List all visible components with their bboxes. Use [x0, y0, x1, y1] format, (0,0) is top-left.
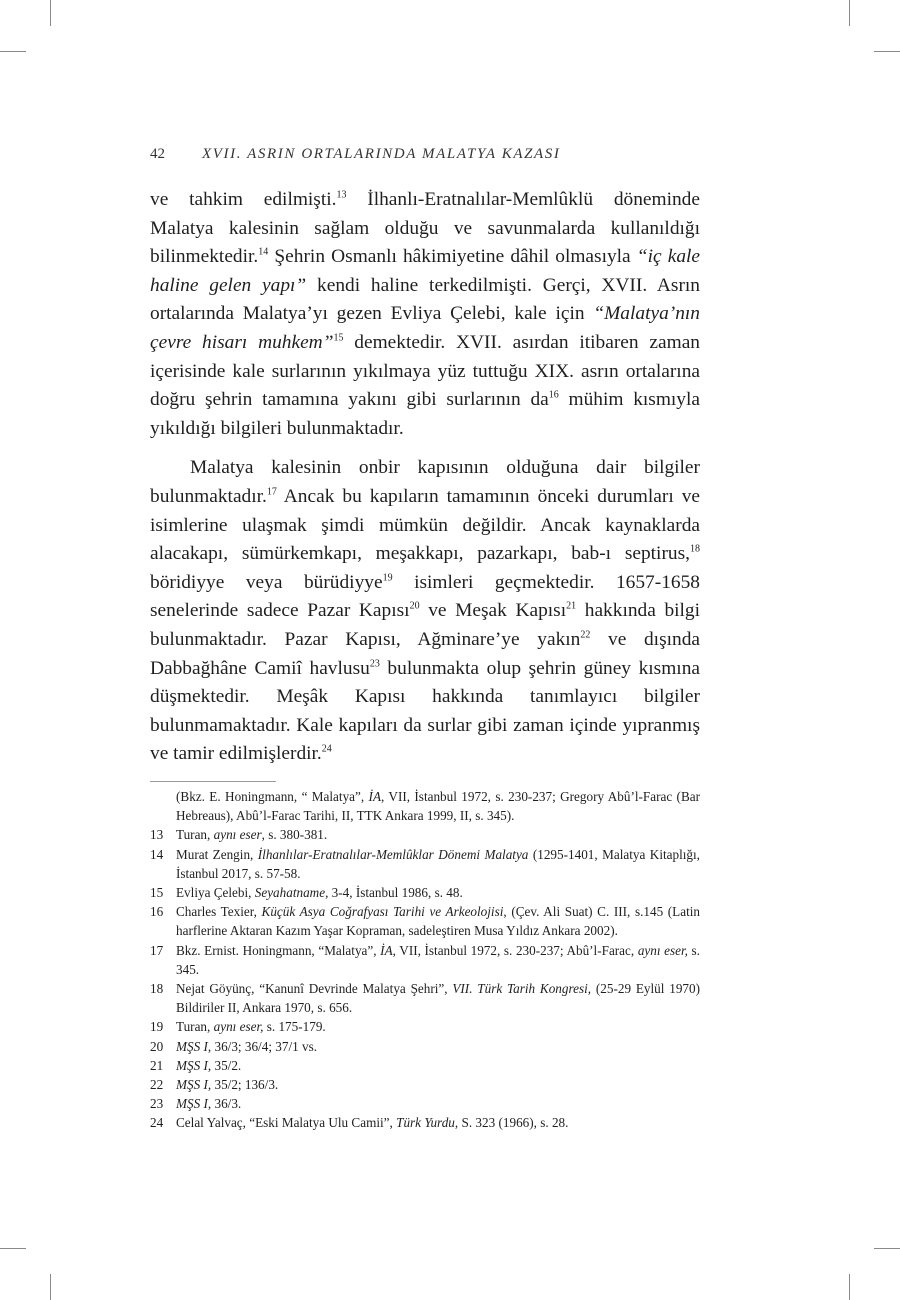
footnote-number: 16 — [150, 904, 164, 920]
text-run: Şehrin Osmanlı hâkimiyetine dâhil olmasıyla — [268, 246, 637, 268]
text-run: s. 175-179. — [263, 1019, 326, 1035]
footnote — [150, 1113, 700, 1132]
footnote — [150, 979, 700, 1017]
italic-text: MŞS I — [176, 1096, 208, 1112]
paragraph — [150, 186, 700, 443]
italic-text: VII. Türk Tarih Kongresi — [452, 981, 588, 997]
italic-text: İA — [368, 789, 381, 804]
footnote-ref: 14 — [258, 246, 269, 258]
italic-text: “Malatya’nın çevre hisarı muhkem” — [150, 303, 700, 353]
crop-mark — [0, 51, 26, 52]
text-run: Celal Yalvaç, “Eski Malatya Ulu Camii”, — [176, 1115, 397, 1131]
italic-text: Küçük Asya Coğrafyası Tarihi ve Arkeolojisi — [261, 904, 504, 920]
footnote-ref: 15 — [333, 332, 344, 344]
text-run: İlhanlı-Eratnalılar-Memlûklü döneminde Malatya kalesinin sağlam olduğu ve savunmalarda kullanıldığı bilinmektedir. — [150, 189, 700, 268]
footnote-text — [150, 787, 700, 825]
footnote-text — [176, 1017, 700, 1036]
footnote — [150, 825, 700, 844]
footnote-text — [176, 825, 700, 844]
text-run: isimleri geçmektedir. 1657-1658 senelerinde sadece Pazar Kapısı — [150, 571, 700, 622]
text-run: , 36/3; 36/4; 37/1 vs. — [207, 1038, 318, 1054]
footnote — [150, 883, 700, 902]
page-header — [150, 146, 710, 163]
footnote-text — [176, 1056, 700, 1075]
footnote — [150, 1075, 700, 1094]
text-run: demektedir. XVII. asırdan itibaren zaman içerisinde kale surlarının yıkılmaya yüz tuttuğu XIX. asrın ortalarına doğru şehrin tamamına yakını gibi surlarının da — [150, 331, 700, 411]
text-run: kendi haline terkedilmişti. Gerçi, XVII. Asrın ortalarında Malatya’yı gezen Evliya Çelebi, kale için — [150, 274, 700, 325]
text-run: , 3-4, İstanbul 1986, s. 48. — [325, 885, 463, 901]
footnote-text — [176, 979, 700, 1017]
crop-mark — [50, 1274, 51, 1300]
footnote-ref: 24 — [321, 743, 332, 755]
running-head: XVII. ASRIN ORTALARINDA MALATYA KAZASI — [202, 146, 561, 162]
text-run: Murat Zengin, — [176, 846, 258, 862]
footnote-text — [176, 1094, 700, 1113]
italic-text: aynı eser — [213, 827, 262, 843]
italic-text: MŞS I — [176, 1038, 208, 1054]
crop-mark — [50, 0, 51, 26]
footnote — [150, 1056, 700, 1075]
text-run: , (25-29 Eylül 1970) Bildiriler II, Ankara 1970, s. 656. — [176, 981, 700, 1016]
footnote-ref: 13 — [336, 189, 347, 201]
footnote-number: 23 — [150, 1096, 164, 1112]
text-run: ve tahkim edilmişti. — [150, 189, 337, 210]
footnote-text — [176, 845, 700, 883]
text-run: (Bkz. E. Honingmann, “ Malatya”, — [176, 789, 369, 804]
footnote — [150, 941, 700, 979]
crop-mark — [874, 1248, 900, 1249]
footnote-ref: 19 — [382, 572, 393, 584]
footnote — [150, 1037, 700, 1056]
footnote — [150, 787, 700, 825]
footnote-ref: 21 — [566, 600, 577, 612]
footnote-ref: 17 — [266, 486, 277, 498]
text-run: Turan, — [176, 1019, 214, 1035]
footnote-number: 19 — [150, 1019, 164, 1035]
text-run: (1295-1401, Malatya Kitaplığı, İstanbul 2017, s. 57-58. — [176, 846, 700, 881]
footnote-text — [176, 1113, 700, 1132]
text-run: Ancak bu kapıların tamamının önceki durumları ve isimlerine ulaşmak şimdi mümkün değildir. Ancak kaynaklarda alacakapı, sümürkemkapı, meşakkapı, pazarkapı, bab-ı septirus, — [150, 485, 700, 565]
footnote-ref: 23 — [369, 658, 380, 669]
text-run: , VII, İstanbul 1972, s. 230-237; Gregory Abû’l-Farac (Bar Hebreaus), Abû’l-Farac Tarihi, II, TTK Ankara 1999, II, s. 345). — [176, 789, 700, 824]
text-run: , (Çev. Ali Suat) C. III, s.145 (Latin harflerine Aktaran Kazım Yaşar Kopraman, sadeleştiren Musa Yıldız Ankara 2002). — [176, 904, 701, 939]
italic-text: MŞS I — [176, 1077, 208, 1093]
text-run: s. 345. — [176, 942, 700, 977]
crop-mark — [849, 1274, 850, 1300]
footnote-text — [176, 1075, 700, 1094]
footnote-rule — [150, 781, 276, 782]
italic-text: İlhanlılar-Eratnalılar-Memlûklar Dönemi Malatya — [257, 846, 529, 862]
text-run: Evliya Çelebi, — [176, 885, 255, 901]
text-run: böridiyye veya bürüdiyye — [150, 571, 383, 593]
page-number: 42 — [150, 146, 165, 162]
text-run: , 35/2. — [207, 1057, 242, 1073]
text-run: Malatya kalesinin onbir kapısının olduğuna dair bilgiler bulunmaktadır. — [150, 457, 700, 507]
crop-mark — [874, 51, 900, 52]
text-run: Bkz. Ernist. Honingmann, “Malatya”, — [176, 942, 381, 958]
footnote-ref: 20 — [409, 600, 420, 612]
text-run: bulunmakta olup şehrin güney kısmına düşmektedir. Meşâk Kapısı hakkında tanımlayıcı bilgiler bulunmamaktadır. Kale kapıları da surlar gibi zaman içinde yıpranmış ve tamir edilmişlerdir. — [150, 657, 701, 765]
footnote-number: 18 — [150, 981, 164, 997]
text-run: , 35/2; 136/3. — [207, 1077, 279, 1093]
footnote — [150, 902, 700, 940]
footnote-text — [176, 941, 700, 979]
footnote-ref: 16 — [548, 389, 559, 401]
footnote-text — [176, 1037, 700, 1056]
text-run: hakkında bilgi bulunmaktadır. Pazar Kapısı, Ağminare’ye yakın — [150, 600, 701, 650]
crop-mark — [0, 1248, 26, 1249]
text-run: Charles Texier, — [176, 904, 262, 920]
text-run: , S. 323 (1966), s. 28. — [454, 1115, 569, 1131]
text-run: , 36/3. — [207, 1096, 242, 1112]
footnote — [150, 1017, 700, 1036]
footnote-number: 15 — [150, 885, 164, 901]
body-text — [150, 186, 700, 769]
text-run: , VII, İstanbul 1972, s. 230-237; Abû’l-Farac, — [392, 942, 638, 958]
footnote-number: 14 — [150, 846, 164, 862]
italic-text: aynı eser, — [637, 942, 688, 958]
text-run: , s. 380-381. — [261, 827, 328, 843]
italic-text: Türk Yurdu — [396, 1115, 455, 1131]
footnote-ref: 18 — [690, 543, 700, 555]
italic-text: “iç kale haline gelen yapı” — [150, 246, 701, 296]
italic-text: aynı eser, — [213, 1019, 264, 1035]
footnote-number: 22 — [150, 1077, 164, 1093]
footnote-ref: 22 — [580, 629, 591, 641]
footnote-text — [176, 902, 700, 940]
text-run: mühim kısmıyla yıkıldığı bilgileri bulunmaktadır. — [150, 389, 700, 439]
footnote-number: 21 — [150, 1057, 164, 1073]
footnote — [150, 845, 700, 883]
text-run: ve Meşak Kapısı — [419, 600, 567, 622]
italic-text: MŞS I — [176, 1057, 208, 1073]
crop-mark — [849, 0, 850, 26]
footnotes — [150, 787, 700, 1133]
footnote-number: 20 — [150, 1038, 164, 1054]
footnote-number: 13 — [150, 827, 164, 843]
footnote-text — [176, 883, 700, 902]
footnote — [150, 1094, 700, 1113]
footnote-number: 17 — [150, 942, 164, 958]
text-run: Nejat Göyünç, “Kanunî Devrinde Malatya Şehri”, — [176, 981, 453, 997]
italic-text: Seyahatname — [254, 885, 326, 901]
paragraph — [150, 454, 700, 769]
text-run: Turan, — [176, 827, 214, 843]
text-run: ve dışında Dabbağhâne Camiî havlusu — [150, 628, 700, 679]
footnote-number: 24 — [150, 1115, 164, 1131]
italic-text: İA — [380, 942, 393, 958]
